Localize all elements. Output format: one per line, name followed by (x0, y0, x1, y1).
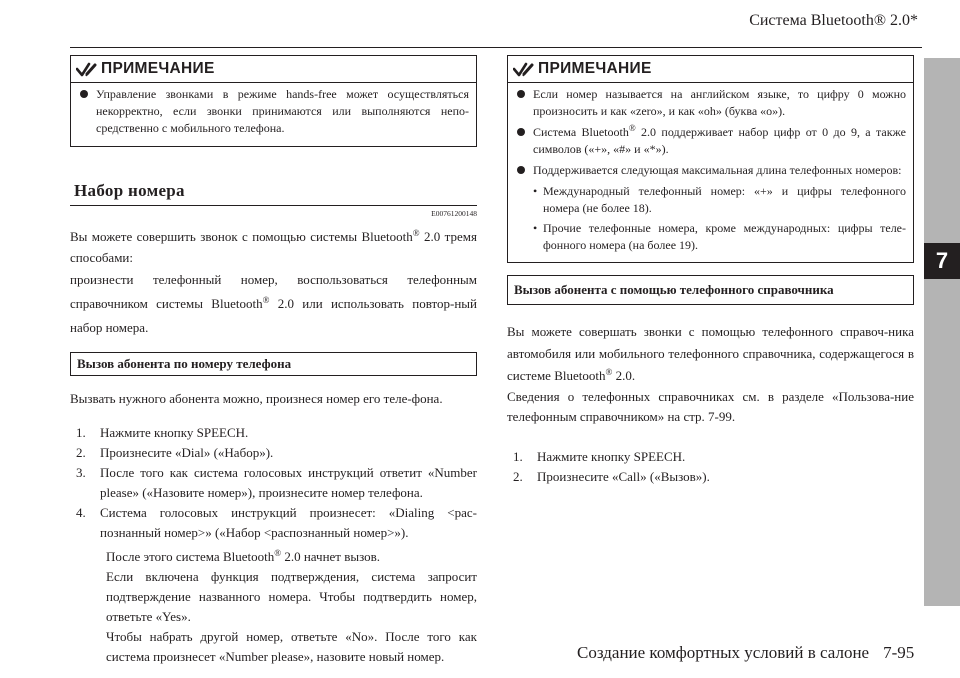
registered-mark: ® (274, 548, 282, 558)
registered-mark: ® (628, 123, 636, 133)
by-number-intro: Вызвать нужного абонента можно, произнеся номер его теле-фона. (70, 391, 443, 406)
section-title: Набор номера (74, 181, 185, 200)
page-number: 7-95 (883, 643, 915, 662)
note-heading (71, 56, 476, 83)
step-item (513, 447, 914, 467)
phonebook-steps (507, 447, 914, 487)
step-other-text: Чтобы набрать другой номер, ответьте «No». После того как система произнесет «Number please», назовите новый номер. (106, 629, 477, 664)
subhead-by-number: Вызов абонента по номеру телефона (70, 352, 477, 376)
step-number: 1. (76, 425, 86, 440)
note-item (78, 86, 469, 137)
steps-list (70, 423, 477, 667)
step-text: Система голосовых инструкций произнесет: «Dialing <рас-познанный номер>» («Набор <распознанный номер>»). (100, 505, 477, 540)
section-code: E00761200148 (431, 209, 477, 218)
note-sub-item (533, 220, 906, 254)
section-rule (70, 205, 477, 206)
pencil-check-icon (76, 61, 98, 77)
registered-mark: ® (412, 228, 420, 238)
footer-section-name: Создание комфортных условий в салоне (577, 643, 870, 662)
bullet-icon (517, 90, 525, 98)
step-item (76, 423, 477, 443)
chapter-side-tab (924, 58, 960, 606)
note-heading-text: ПРИМЕЧАНИЕ (101, 60, 215, 77)
note-item-text: Поддерживается следующая максимальная длина телефонных номеров: (533, 163, 902, 177)
phonebook-intro (507, 321, 914, 387)
step-number: 1. (513, 449, 523, 464)
right-column (507, 55, 914, 487)
note-heading (508, 56, 913, 83)
chapter-number: 7 (924, 243, 960, 279)
note-item-text: Управление звонками в режиме hands-free может осуществляться некорректно, если звонки принимаются или выполняются непо-средственно с мобильного телефона. (96, 87, 469, 135)
intro-text: 2.0 тремя способами: (70, 229, 477, 265)
step-text: Произнесите «Call» («Вызов»). (537, 469, 710, 484)
intro-text: Вы можете совершить звонок с помощью системы Bluetooth (70, 229, 413, 244)
subhead-phonebook: Вызов абонента с помощью телефонного справочника (507, 275, 914, 305)
note-heading-text: ПРИМЕЧАНИЕ (538, 60, 652, 77)
note-item-text: Если номер называется на английском языке, то цифру 0 можно произносить и как «zero», и как «oh» (буква «o»). (533, 87, 906, 118)
dialing-intro (70, 226, 477, 268)
step-after-text (76, 547, 477, 567)
page-header (70, 0, 922, 48)
note-item (515, 124, 906, 158)
step-confirm-text: Если включена функция подтверждения, система запросит подтверждение названного номера. Чтобы подтвердить номер, ответьте «Yes». (106, 569, 477, 624)
page-footer (577, 643, 914, 663)
note-item-text: 2.0 поддерживает набор цифр от 0 до 9, а также символов («+», «#» и «*»). (533, 125, 906, 156)
note-box-left (70, 55, 477, 147)
after-text: После этого система Bluetooth (106, 549, 275, 564)
step-number: 2. (513, 469, 523, 484)
step-number: 3. (76, 465, 86, 480)
note-item-text: Система Bluetooth (533, 125, 629, 139)
phonebook-intro-text: 2.0. (612, 368, 636, 383)
step-item (513, 467, 914, 487)
step-text: После того как система голосовых инструкций ответит «Number please» («Назовите номер»), произнесите номер телефона. (100, 465, 477, 500)
note-sub-item (533, 183, 906, 217)
header-title: Система Bluetooth® 2.0* (749, 12, 918, 29)
note-body (508, 83, 913, 262)
sub-bullet: • (533, 221, 538, 235)
note-sub-list (515, 183, 906, 254)
note-body (71, 83, 476, 146)
registered-mark: ® (262, 295, 270, 305)
step-text: Произнесите «Dial» («Набор»). (100, 445, 274, 460)
note-item (515, 86, 906, 120)
step-number: 4. (76, 505, 86, 520)
phonebook-intro-text: Вы можете совершать звонки с помощью телефонного справоч-ника автомобиля или мобильного телефонного справочника, содержащегося в системе Bluetooth (507, 324, 914, 383)
step-item (76, 463, 477, 503)
sub-item-text: Прочие телефонные номера, кроме международных: цифры теле-фонного номера (на более 19). (543, 221, 906, 252)
bullet-icon (80, 90, 88, 98)
left-column (70, 55, 477, 667)
pencil-check-icon (513, 61, 535, 77)
bullet-icon (517, 166, 525, 174)
phonebook-info: Сведения о телефонных справочниках см. в разделе «Пользова-ние телефонным справочником» на стр. 7-99. (507, 389, 914, 424)
methods-text: 2.0 или использовать повтор-ный набор номера. (70, 296, 477, 335)
note-item (515, 162, 906, 179)
sub-bullet: • (533, 184, 538, 198)
bullet-icon (517, 128, 525, 136)
dialing-methods (70, 268, 477, 340)
sub-item-text: Международный телефонный номер: «+» и цифры телефонного номера (не более 18). (543, 184, 906, 215)
after-text: 2.0 начнет вызов. (281, 549, 381, 564)
step-text: Нажмите кнопку SPEECH. (537, 449, 686, 464)
step-item (76, 503, 477, 543)
methods-text: произнести телефонный номер, воспользоваться телефонным справочником системы Bluetooth (70, 272, 477, 311)
registered-mark: ® (605, 367, 613, 377)
note-box-right (507, 55, 914, 263)
step-item (76, 443, 477, 463)
step-number: 2. (76, 445, 86, 460)
step-text: Нажмите кнопку SPEECH. (100, 425, 249, 440)
